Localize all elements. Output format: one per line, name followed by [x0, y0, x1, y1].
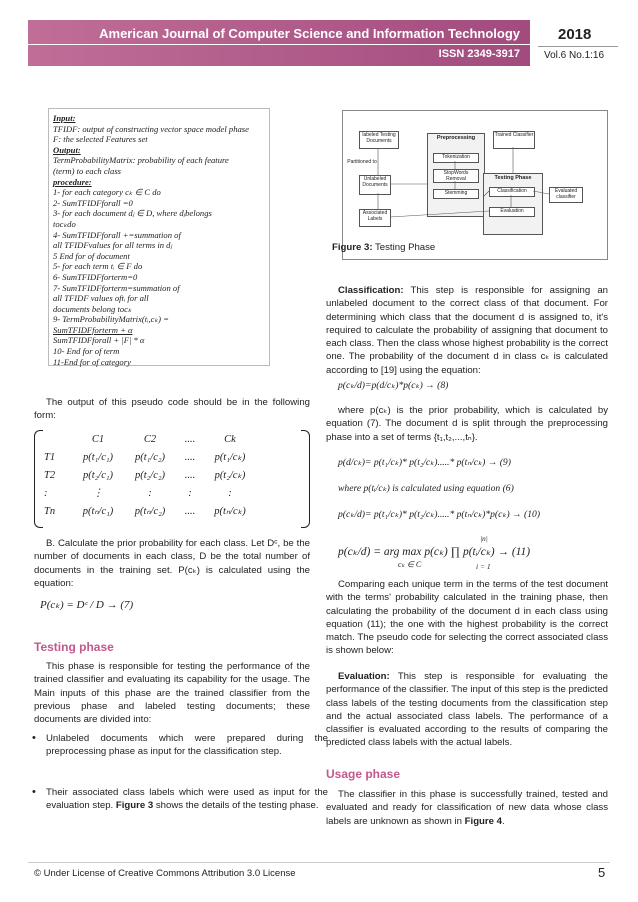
pseudo-line: 7- SumTFIDFforterm=summation of	[53, 282, 180, 293]
equation-8: p(cₖ/d)=p(d/cₖ)*p(cₖ) → (8)	[338, 380, 449, 391]
matrix-header-row	[44, 430, 310, 448]
matrix-cell: p(t₂/cₖ)	[214, 470, 246, 481]
matrix-cell: p(t₁/c₂)	[134, 451, 166, 463]
bullet-text: Their associated class labels which were used as input for the evaluation step.	[46, 786, 328, 811]
pseudo-line: Input:	[53, 113, 76, 123]
matrix-cell: :	[188, 487, 192, 499]
matrix-row	[44, 448, 310, 466]
figure-3-ref[interactable]: Figure 3	[115, 799, 154, 811]
testing-phase-paragraph: This phase is responsible for testing the performance of the trained classifier and evaluating its capability for the usage. The Main inputs of this phase are the trained classifier from the previous phase and labeled testing documents; these documents are divided into:	[34, 661, 310, 726]
bullet-text: shows the details of the testing phase.	[153, 799, 319, 811]
partitioned-label: Partitioned to	[347, 159, 377, 165]
trained-classifier-box: Trained Classifier	[493, 131, 535, 149]
equation-11-subscript: cₖ ∈ C	[398, 560, 422, 569]
pseudo-line: 4- SumTFIDFforall +=summation of	[53, 229, 181, 240]
output-form-paragraph: The output of this pseudo code should be in the following form:	[34, 397, 310, 422]
evaluation-box: Evaluation	[489, 207, 535, 217]
bullet-unlabeled: • Unlabeled documents which were prepared during the preprocessing phase as input for the classification step.	[28, 732, 328, 759]
equation-10: p(cₖ/d)= p(t₁/cₖ)* p(t₂/cₖ).....* p(tₙ/cₖ)*p(cₖ) → (10)	[338, 509, 541, 520]
evaluated-classifier-box: Evaluated classifier	[549, 187, 583, 203]
classification-box: Classification	[489, 187, 535, 197]
pseudo-line: documents belong tocₖ	[53, 303, 132, 314]
pseudo-line: procedure:	[53, 176, 92, 187]
heading-testing-phase: Testing phase	[34, 640, 114, 654]
equation-11-upper-limit: |n|	[480, 534, 488, 543]
matrix-row	[44, 484, 310, 502]
figure-3-diagram	[342, 110, 608, 260]
footer-divider	[28, 862, 610, 863]
matrix-cell: :	[148, 487, 152, 499]
pseudo-line: 5 End for of document	[53, 250, 130, 261]
matrix-cell: p(t₁/cₖ)	[214, 452, 246, 463]
matrix-cell: ⋮	[92, 488, 104, 499]
preprocessing-title: Preprocessing	[436, 135, 476, 141]
pseudo-line: 2- SumTFIDFforall =0	[53, 197, 133, 208]
pseudo-line: 5- for each term tᵢ ∈ F do	[53, 261, 143, 272]
pseudo-line: 1- for each category cₖ ∈ C do	[53, 187, 161, 198]
where-equation-6: where p(tᵢ/cₖ) is calculated using equation (6)	[338, 483, 514, 494]
usage-text-end: .	[502, 815, 505, 827]
unlabeled-box: Unlabeled Documents	[359, 175, 391, 195]
evaluation-paragraph	[326, 670, 608, 750]
matrix-cell: :	[228, 487, 232, 499]
matrix-right-bracket	[301, 430, 310, 528]
stopwords-box: StopWords Removal	[433, 169, 479, 183]
banner-divider	[28, 44, 530, 45]
pseudo-line: TFIDF: output of constructing vector space model phase	[53, 123, 249, 134]
bullet-associated	[28, 786, 328, 813]
matrix-cell: T2	[44, 469, 56, 481]
matrix-row	[44, 466, 310, 484]
matrix-cell: :	[44, 487, 48, 499]
heading-usage-phase: Usage phase	[326, 767, 401, 781]
usage-paragraph	[326, 788, 608, 828]
pseudo-line: 3- for each document dⱼ ∈ D, where dⱼbelongs	[53, 208, 212, 219]
matrix-cell: ....	[184, 505, 196, 517]
matrix-cell: Ck	[224, 433, 236, 445]
figure-3-caption	[332, 242, 435, 253]
pseudo-code-box	[48, 108, 270, 366]
caption-text: Testing Phase	[372, 242, 436, 253]
matrix-cell: ....	[184, 451, 196, 463]
matrix-cell: Tn	[44, 505, 56, 517]
matrix-left-bracket	[34, 430, 43, 528]
usage-text: The classifier in this phase is successfully trained, tested and evaluated and ready for classification of new data whose class labels are unknown as shown in	[326, 789, 608, 827]
classification-text: This step is responsible for assigning an unlabeled document to the correct class of that document. For determining which class that the document d is assigned to, it's required to calculate the probability of assigning that document to each class. Then the class whose highest probability is the correct one. The probability of the document d in class cₖ is calculated according to [19] using the equation:	[326, 285, 608, 376]
pseudo-line: all TFIDFvalues for all terms in dⱼ	[53, 240, 172, 251]
equation-7: P(cₖ) = Dᶜ / D → (7)	[40, 599, 134, 611]
prior-probability-paragraph: B. Calculate the prior probability for each class. Let Dᶜ, be the number of documents in each class, D be the total number of documents in the training set. P(cₖ) is calculated using the equation:	[34, 538, 310, 589]
equation-11: p(cₖ/d) = arg max p(cₖ) ∏ p(tᵢ/cₖ) → (11)	[338, 546, 531, 558]
labeled-testing-box: labeled Testing Documents	[359, 131, 399, 149]
pseudo-line: all TFIDF values oftᵢ for all	[53, 293, 149, 304]
classification-heading: Classification:	[338, 285, 404, 296]
tokenization-box: Tokenization	[433, 153, 479, 163]
matrix-cell: p(tₙ/cₖ)	[214, 506, 246, 517]
evaluation-heading: Evaluation:	[338, 671, 390, 682]
pseudo-line: TermProbabilityMatrix: probability of each feature	[53, 155, 229, 166]
matrix-cell: C2	[143, 433, 157, 445]
page-number: 5	[598, 865, 606, 880]
issn: ISSN 2349-3917	[438, 48, 520, 60]
matrix-cell: p(t₂/c₁)	[82, 469, 114, 481]
pseudo-line: (term) to each class	[53, 165, 122, 176]
year-divider	[538, 46, 618, 47]
caption-label: Figure 3:	[332, 242, 373, 253]
matrix-cell: ....	[184, 433, 196, 445]
pseudo-line: 6- SumTFIDFforterm=0	[53, 271, 138, 282]
volume: Vol.6 No.1:16	[544, 50, 605, 61]
probability-matrix	[34, 430, 310, 526]
pseudo-line: F: the selected Features set	[53, 134, 148, 145]
evaluation-text: This step is responsible for evaluating the performance of the classifier. The input of this step is the predicted class labels of the testing documents from the classification step and the actual associated class labels. The performance of a classifier is evaluated according to the results of comparing the predicted class labels with the actual labels.	[326, 671, 608, 749]
stemming-box: Stemming	[433, 189, 479, 199]
license-footer: © Under License of Creative Commons Attribution 3.0 License	[34, 868, 296, 879]
prior-where-paragraph: where p(cₖ) is the prior probability, which is calculated by equation (7). The document d is split through the preprocessing phase into a set of terms {t₁,t₂,...,tₙ}.	[326, 405, 608, 443]
figure-3-connectors	[343, 111, 607, 259]
matrix-cell: T1	[44, 451, 56, 463]
figure-4-ref[interactable]: Figure 4	[464, 815, 502, 827]
matrix-cell: p(t₁/c₁)	[82, 451, 114, 463]
journal-banner	[28, 20, 530, 66]
matrix-row	[44, 502, 310, 520]
year: 2018	[558, 26, 592, 43]
associated-box: Associated Labels	[359, 209, 391, 227]
matrix-cell: ....	[184, 469, 196, 481]
matrix-cell: p(tₙ/c₁)	[82, 506, 114, 517]
pseudo-line: 10- End for of term	[53, 346, 120, 357]
pseudo-line: tocₖdo	[53, 218, 76, 229]
classification-paragraph	[326, 284, 608, 377]
equation-11-lower-limit: i = 1	[476, 562, 491, 571]
pseudo-line: SumTFIDFforterm + α	[53, 324, 133, 335]
pseudo-line: SumTFIDFforall + |F| * α	[53, 335, 145, 346]
journal-title: American Journal of Computer Science and Information Technology	[99, 26, 520, 41]
testing-phase-title: Testing Phase	[494, 175, 532, 181]
pseudo-line: 11-End for of category	[53, 356, 131, 367]
matrix-cell: p(tₙ/c₂)	[134, 506, 166, 517]
matrix-cell: C1	[91, 433, 105, 445]
comparing-paragraph: Comparing each unique term in the terms of the test document with the terms' probability calculated in the training phase, then calculating the probability of the document d in each class using equation (11); the one with the highest probability is the correct match. The pseudo code for selecting the correct associated class is shown below:	[326, 579, 608, 657]
pseudo-line: Output:	[53, 144, 81, 155]
matrix-cell: p(t₂/c₂)	[134, 469, 166, 481]
pseudo-line: 9- TermProbabilityMatrix(tᵢ,cₖ) =	[53, 314, 169, 325]
equation-9: p(d/cₖ)= p(t₁/cₖ)* p(t₂/cₖ).....* p(tₙ/cₖ) → (9)	[338, 457, 511, 468]
